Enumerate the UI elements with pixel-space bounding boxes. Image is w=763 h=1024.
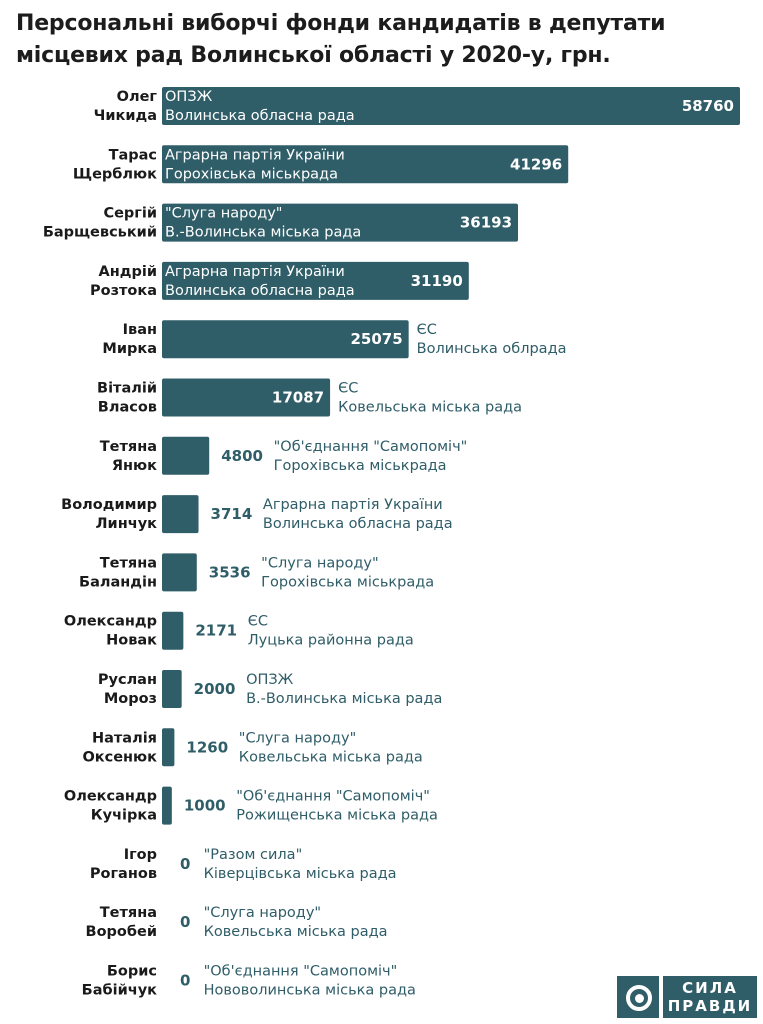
candidate-party: ЄС [247,613,269,630]
candidate-party: "Об'єднання "Самопоміч" [273,438,468,455]
candidate-last-name: Новак [106,632,157,649]
logo-text [663,976,757,1018]
bar-value-label: 17087 [271,388,325,407]
candidate-last-name: Кучірка [90,807,157,824]
candidate-council: Волинська обласна рада [165,282,355,299]
logo-line-2: ПРАВДИ [667,997,753,1015]
bar-value-label: 58760 [681,97,734,115]
candidate-first-name: Олександр [63,613,157,630]
bar-value-label: 0 [180,854,191,873]
candidate-first-name: Тетяна [99,905,157,922]
bar-value-label: 36193 [459,213,513,232]
candidate-party: "Слуга народу" [238,730,357,747]
sila-pravdy-logo [617,976,757,1018]
candidate-last-name: Розтока [89,282,157,299]
logo-mark-icon [617,976,659,1018]
candidate-first-name: Сергій [103,205,157,222]
candidate-party: "Об'єднання "Самопоміч" [236,788,430,805]
candidate-first-name: Андрій [98,263,157,280]
candidate-party: ОПЗЖ [165,89,213,105]
logo-line-1: СИЛА [682,979,738,997]
candidate-last-name: Чикида [93,108,157,124]
candidate-council: Горохівська міськрада [165,166,338,183]
candidate-last-name: Мирка [102,341,157,358]
candidate-council: Рожищенська міська рада [236,807,438,824]
candidate-party: "Об'єднання "Самопоміч" [203,963,398,980]
candidate-first-name: Ігор [123,846,157,863]
candidate-first-name: Володимир [61,497,157,514]
candidate-first-name: Віталій [97,380,157,397]
candidate-last-name: Мороз [103,691,157,707]
bar [162,787,172,825]
candidate-council: В.-Волинська міська рада [246,691,443,707]
candidate-first-name: Тетяна [99,555,157,572]
chart-title-line-2: місцевих рад Волинської області у 2020-у, грн. [16,43,611,68]
bar [162,495,199,533]
candidate-first-name: Олександр [63,788,157,805]
candidate-last-name: Линчук [95,516,157,533]
bar-value-label: 1260 [186,738,229,757]
bar-value-label: 2000 [193,680,236,698]
candidate-party: "Слуга народу" [165,205,283,222]
bar-value-label: 0 [180,913,191,932]
bar [162,553,197,591]
candidate-council: Ківерцівська міська рада [203,865,397,882]
candidate-first-name: Борис [106,963,157,980]
bar [162,670,182,708]
bar-value-label: 3714 [210,505,253,524]
candidate-council: Луцька районна рада [247,632,414,649]
candidate-first-name: Тарас [108,147,157,164]
chart-title-line-1: Персональні виборчі фонди кандидатів в депутати [16,11,666,36]
bar-value-label: 41296 [510,155,563,174]
candidate-party: "Разом сила" [203,846,303,863]
candidate-first-name: Руслан [97,672,157,688]
bar-value-label: 25075 [350,330,403,349]
candidate-council: Ковельська міська рада [203,924,388,941]
candidate-council: Ковельська міська рада [338,399,523,416]
candidate-council: Волинська облрада [416,341,567,358]
candidate-last-name: Бабійчук [81,982,157,999]
bar-value-label: 1000 [183,796,226,815]
candidate-first-name: Олег [116,89,157,105]
bar-value-label: 4800 [221,446,263,465]
candidate-party: ОПЗЖ [246,672,294,688]
candidate-party: Аграрна партія України [165,263,345,280]
candidate-party: Аграрна партія України [165,147,345,164]
candidate-council: Волинська обласна рада [165,108,355,124]
bar [162,437,209,475]
candidate-last-name: Баландін [79,574,157,591]
candidate-council: Горохівська міськрада [261,574,435,591]
bar [162,728,174,766]
candidate-council: Ковельська міська рада [238,749,423,766]
candidate-first-name: Іван [122,322,157,339]
candidate-council: Горохівська міськрада [273,457,447,474]
candidate-party: ЄС [338,380,359,397]
bar-value-label: 3536 [208,563,251,582]
bar-value-label: 31190 [410,271,463,290]
candidate-council: Волинська обласна рада [262,516,453,533]
bar [162,612,183,650]
candidate-first-name: Тетяна [99,438,157,455]
candidate-last-name: Оксенюк [82,749,157,766]
bar-value-label: 0 [180,971,191,990]
candidate-party: "Слуга народу" [203,905,322,922]
bar-value-label: 2171 [195,621,238,640]
candidate-last-name: Янюк [111,457,157,474]
candidate-first-name: Наталія [91,730,157,747]
candidate-party: "Слуга народу" [261,555,379,572]
candidate-council: В.-Волинська міська рада [165,224,362,241]
candidate-last-name: Воробей [85,924,157,941]
candidate-party: Аграрна партія України [262,497,443,514]
candidate-party: ЄС [416,322,437,339]
candidate-last-name: Власов [97,399,157,416]
candidate-last-name: Роганов [89,865,157,882]
candidate-council: Нововолинська міська рада [203,982,416,999]
candidate-last-name: Барщевський [42,224,157,241]
candidate-last-name: Щерблюк [72,166,157,183]
